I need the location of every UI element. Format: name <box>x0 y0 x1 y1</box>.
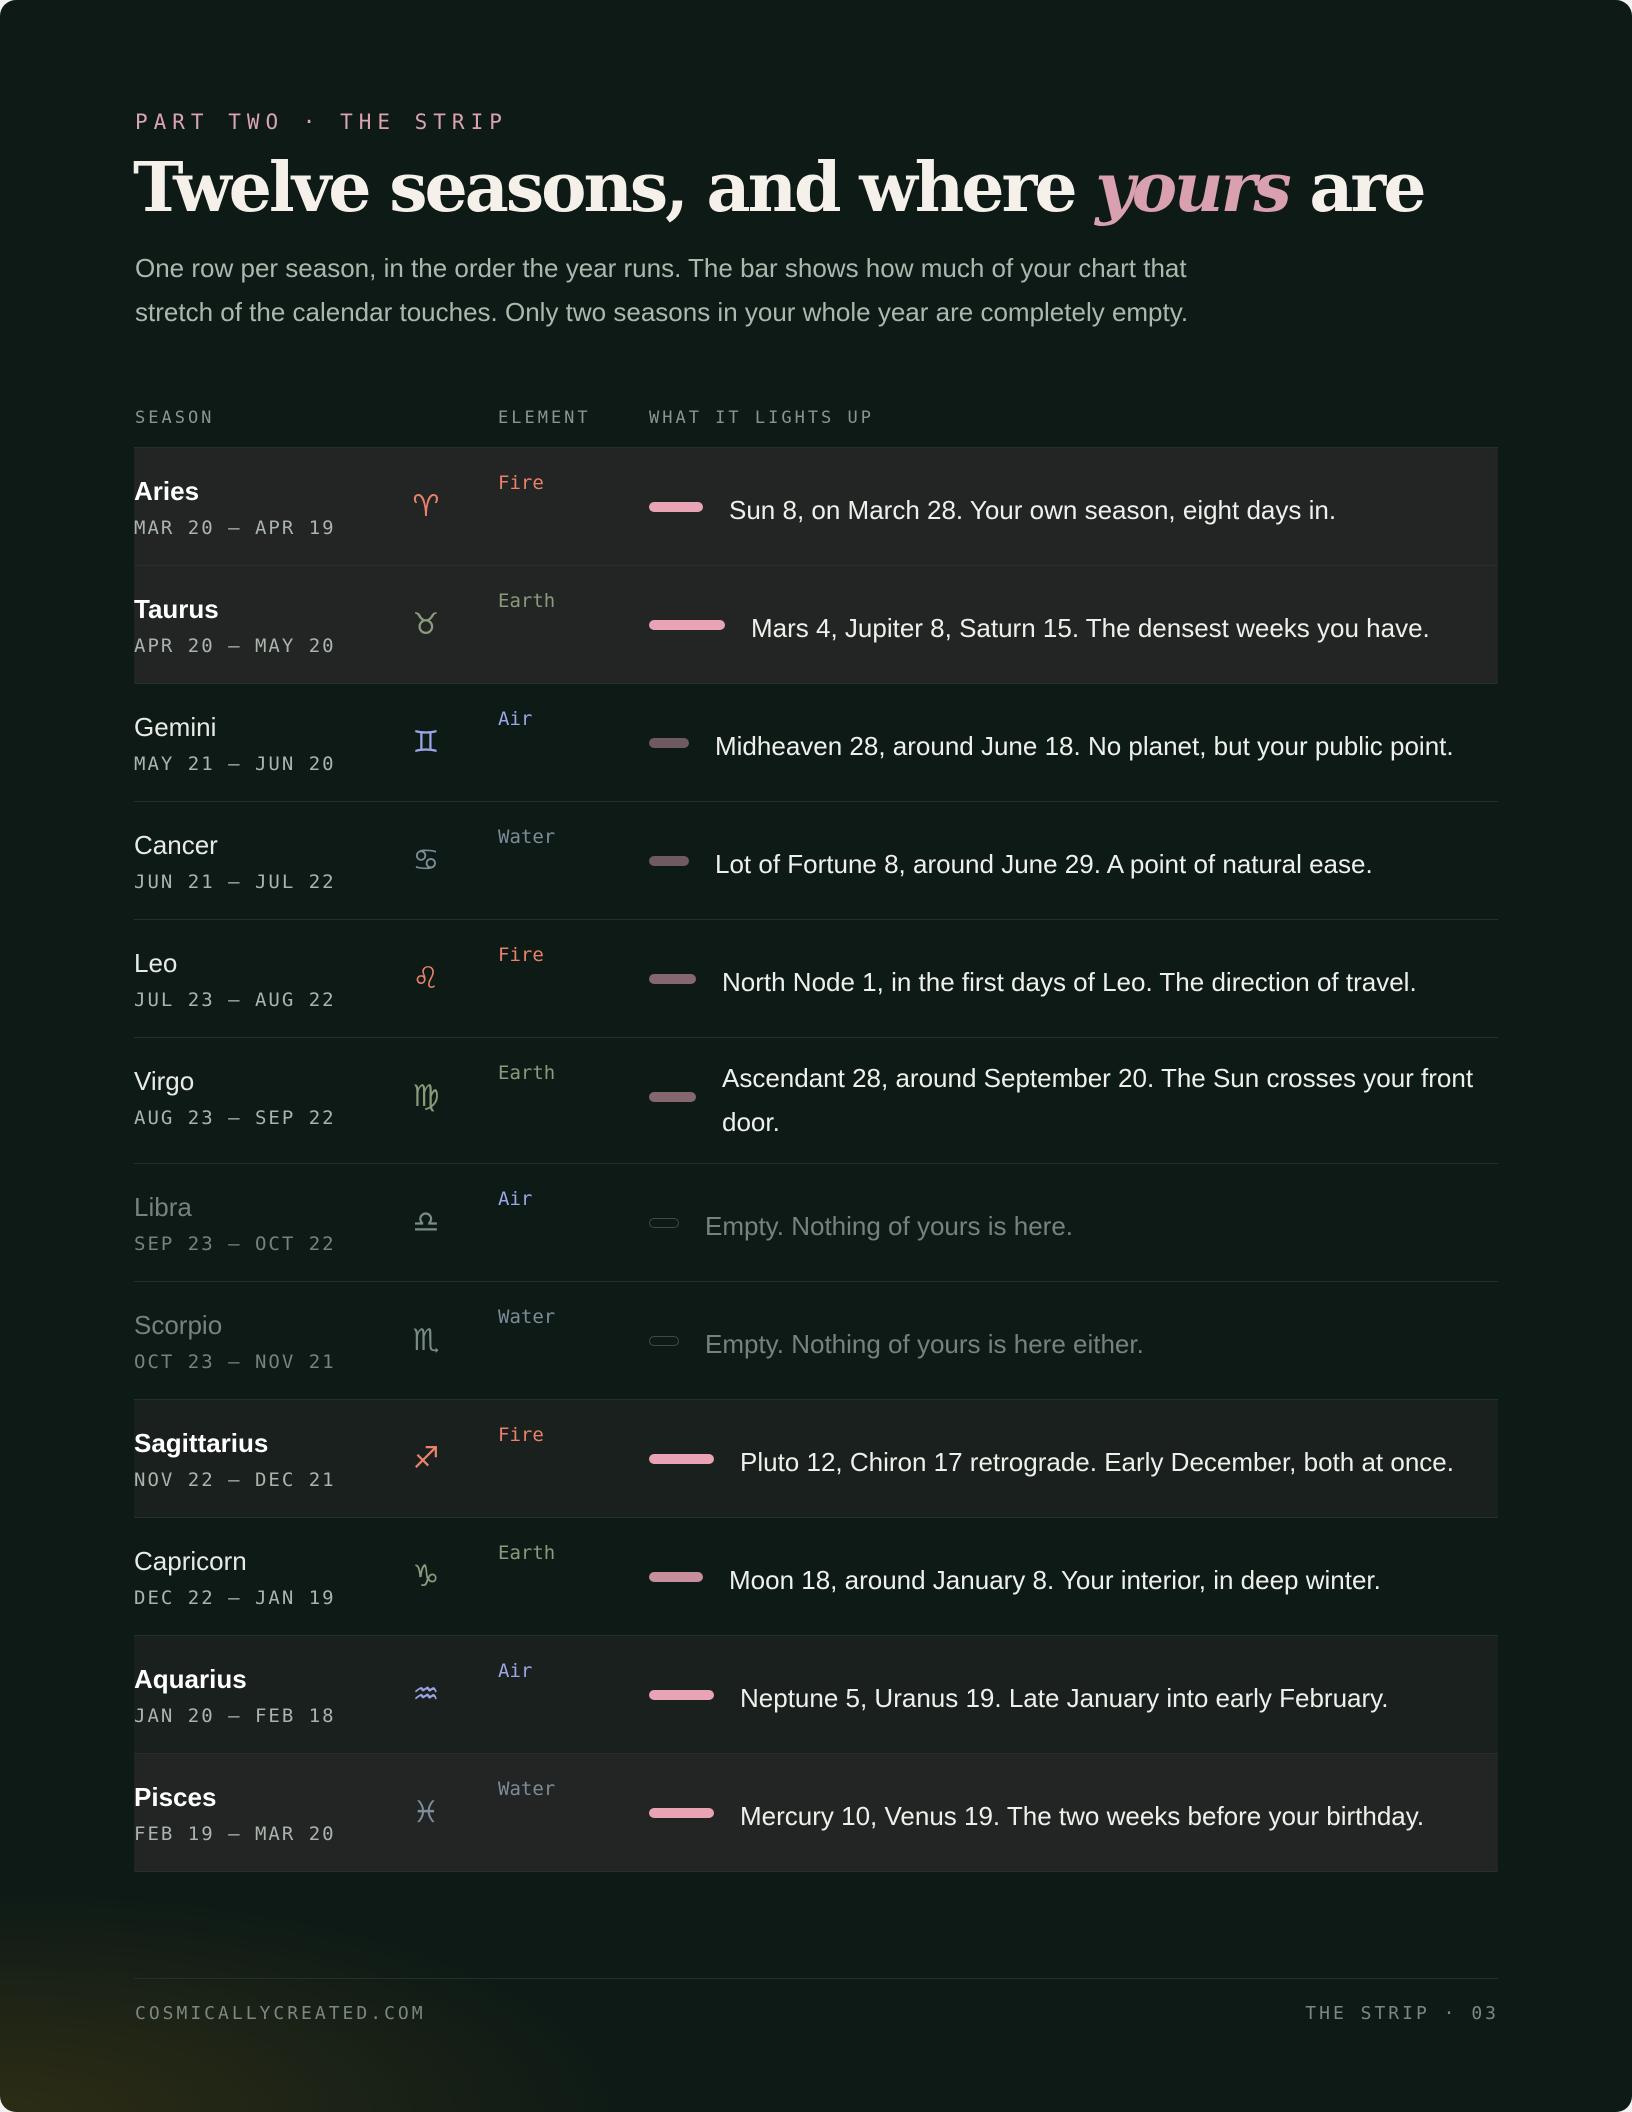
season-name: Virgo <box>134 1066 195 1096</box>
season-dates: MAY 21 – JUN 20 <box>134 753 336 775</box>
season-note: Pluto 12, Chiron 17 retrograde. Early December, both at once. <box>740 1447 1454 1477</box>
season-name: Leo <box>134 948 178 978</box>
coverage-bar <box>649 1454 714 1464</box>
coverage-bar <box>649 856 689 866</box>
coverage-bar <box>649 738 689 748</box>
season-name: Taurus <box>134 594 219 624</box>
season-note: Moon 18, around January 8. Your interior, in deep winter. <box>729 1565 1381 1595</box>
season-note: North Node 1, in the first days of Leo. The direction of travel. <box>722 967 1417 997</box>
element-label: Air <box>498 1188 533 1210</box>
title-accent: yours <box>1095 148 1289 228</box>
coverage-bar <box>649 620 725 630</box>
capricorn-glyph-icon: ♑ <box>412 1558 440 1594</box>
page-subtitle: One row per season, in the order the year runs. The bar shows how much of your chart that stretch of the calendar touches. Only two seasons in your whole year are completely empty. <box>135 253 1189 327</box>
element-label: Water <box>498 1306 556 1328</box>
coverage-bar <box>649 502 703 512</box>
season-name: Libra <box>134 1192 192 1222</box>
footer-site: COSMICALLYCREATED.COM <box>135 2003 426 2024</box>
season-row-aquarius <box>134 1636 1498 1754</box>
element-label: Earth <box>498 1062 556 1084</box>
column-header-season: SEASON <box>135 408 215 428</box>
element-label: Earth <box>498 1542 556 1564</box>
season-note: Midheaven 28, around June 18. No planet, but your public point. <box>715 731 1454 761</box>
season-row-libra <box>134 1164 1498 1282</box>
season-dates: DEC 22 – JAN 19 <box>134 1587 336 1609</box>
element-label: Air <box>498 708 533 730</box>
season-row-taurus <box>134 566 1498 684</box>
cancer-glyph-icon: ♋ <box>412 842 440 878</box>
season-row-virgo <box>134 1038 1498 1164</box>
season-table <box>134 447 1498 1872</box>
column-header-element: ELEMENT <box>498 408 591 428</box>
season-dates: AUG 23 – SEP 22 <box>134 1107 336 1129</box>
element-label: Earth <box>498 590 556 612</box>
season-row-cancer <box>134 802 1498 920</box>
season-dates: SEP 23 – OCT 22 <box>134 1233 336 1255</box>
season-row-leo <box>134 920 1498 1038</box>
footer-page-label: THE STRIP · 03 <box>1305 2003 1499 2024</box>
element-label: Water <box>498 1778 556 1800</box>
title-tail: are <box>1288 148 1424 228</box>
libra-glyph-icon: ♎ <box>412 1204 440 1240</box>
coverage-bar <box>649 1690 714 1700</box>
coverage-bar <box>649 1572 703 1582</box>
aries-glyph-icon: ♈ <box>412 488 440 524</box>
season-row-scorpio <box>134 1282 1498 1400</box>
season-note: Mercury 10, Venus 19. The two weeks before your birthday. <box>740 1801 1425 1831</box>
season-dates: JAN 20 – FEB 18 <box>134 1705 336 1727</box>
coverage-bar <box>649 1092 696 1102</box>
season-row-capricorn <box>134 1518 1498 1636</box>
season-name: Cancer <box>134 830 218 860</box>
leo-glyph-icon: ♌ <box>412 960 440 996</box>
season-dates: OCT 23 – NOV 21 <box>134 1351 336 1373</box>
coverage-bar <box>649 974 696 984</box>
season-name: Capricorn <box>134 1546 247 1576</box>
element-label: Air <box>498 1660 533 1682</box>
aquarius-glyph-icon: ♒ <box>412 1676 440 1712</box>
season-note: Sun 8, on March 28. Your own season, eight days in. <box>729 495 1337 525</box>
season-name: Pisces <box>134 1782 217 1812</box>
element-label: Water <box>498 826 556 848</box>
season-dates: FEB 19 – MAR 20 <box>134 1823 336 1845</box>
season-row-pisces <box>134 1754 1498 1872</box>
section-kicker: PART TWO · THE STRIP <box>135 110 508 134</box>
coverage-bar <box>649 1218 679 1228</box>
season-dates: APR 20 – MAY 20 <box>134 635 336 657</box>
season-row-sagittarius <box>134 1400 1498 1518</box>
season-dates: JUN 21 – JUL 22 <box>134 871 336 893</box>
season-dates: NOV 22 – DEC 21 <box>134 1469 336 1491</box>
pisces-glyph-icon: ♓ <box>412 1794 440 1830</box>
footer-divider <box>134 1978 1498 1979</box>
coverage-bar <box>649 1336 679 1346</box>
page-title <box>133 148 1424 228</box>
virgo-glyph-icon: ♍ <box>412 1078 440 1114</box>
season-dates: JUL 23 – AUG 22 <box>134 989 336 1011</box>
element-label: Fire <box>498 472 544 494</box>
season-dates: MAR 20 – APR 19 <box>134 517 336 539</box>
sagittarius-glyph-icon: ♐ <box>412 1440 440 1476</box>
season-row-aries <box>134 448 1498 566</box>
season-note: Lot of Fortune 8, around June 29. A point of natural ease. <box>715 849 1373 879</box>
season-name: Aries <box>134 476 200 506</box>
element-label: Fire <box>498 944 544 966</box>
season-name: Scorpio <box>134 1310 223 1340</box>
element-label: Fire <box>498 1424 544 1446</box>
title-lead: Twelve seasons, and where <box>133 148 1096 228</box>
season-note: Empty. Nothing of yours is here either. <box>705 1329 1144 1359</box>
season-note: Mars 4, Jupiter 8, Saturn 15. The densest weeks you have. <box>751 613 1430 643</box>
season-note: Ascendant 28, around September 20. The Sun crosses your front door. <box>722 1063 1474 1137</box>
season-note: Empty. Nothing of yours is here. <box>705 1211 1074 1241</box>
season-row-gemini <box>134 684 1498 802</box>
season-name: Aquarius <box>134 1664 247 1694</box>
season-name: Sagittarius <box>134 1428 269 1458</box>
season-note: Neptune 5, Uranus 19. Late January into early February. <box>740 1683 1389 1713</box>
gemini-glyph-icon: ♊ <box>412 724 440 760</box>
taurus-glyph-icon: ♉ <box>412 606 440 642</box>
column-header-lights: WHAT IT LIGHTS UP <box>649 408 874 428</box>
season-name: Gemini <box>134 712 217 742</box>
scorpio-glyph-icon: ♏ <box>412 1322 440 1358</box>
coverage-bar <box>649 1808 714 1818</box>
